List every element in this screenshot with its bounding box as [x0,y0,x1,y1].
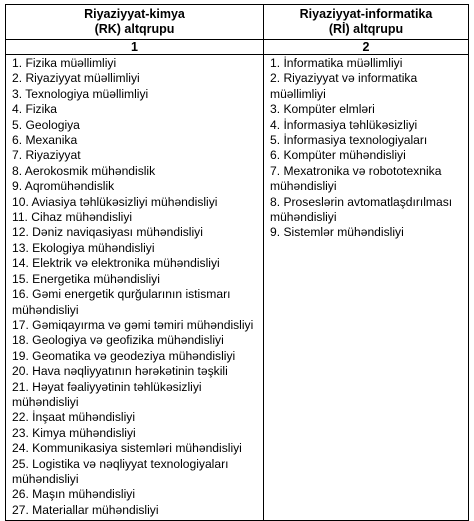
rk-specialty-item: 27. Materiallar mühəndisliyi [12,502,159,517]
rk-specialty-item: 5. Geologiya [12,117,80,132]
ri-specialty-item: 6. Kompüter mühəndisliyi [270,148,406,163]
rk-specialty-item: 2. Riyaziyyat müəllimliyi [12,71,140,86]
rk-specialty-item: 10. Aviasiya təhlükəsizliyi mühəndisliyi [12,194,218,209]
ri-column-number: 2 [264,40,469,55]
rk-specialty-item: 1. Fizika müəllimliyi [12,56,117,70]
ri-header-code: (Rİ) altqrupu [328,22,404,36]
rk-specialty-item: 19. Geomatika və geodeziya mühəndisliyi [12,348,236,363]
list-row [6,55,469,521]
header-row [6,5,469,40]
rk-specialty-item: 17. Gəmiqayırma və gəmi təmiri mühəndisliyi [12,317,254,332]
rk-specialty-item: 8. Aerokosmik mühəndislik [12,163,156,178]
ri-specialty-item: 7. Mexatronika və robototexnika mühəndisliyi [270,163,442,194]
rk-specialty-item: 12. Dəniz naviqasiyası mühəndisliyi [12,225,203,240]
ri-header-title: Riyaziyyat-informatika [299,7,433,21]
rk-header-title: Riyaziyyat-kimya [84,7,185,21]
ri-specialty-item: 9. Sistemlər mühəndisliyi [270,225,404,240]
rk-specialty-item: 15. Energetika mühəndisliyi [12,271,160,286]
rk-specialty-item: 16. Gəmi energetik qurğularının istismarı mühəndisliyi [12,287,231,317]
rk-column-number: 1 [6,40,264,55]
rk-specialty-item: 22. İnşaat mühəndisliyi [12,410,136,425]
rk-header-code: (RK) altqrupu [94,22,175,36]
rk-specialty-item: 14. Elektrik və elektronika mühəndisliyi [12,256,220,271]
rk-specialty-item: 11. Cihaz mühəndisliyi [12,210,133,225]
rk-specialty-item: 21. Həyat fəaliyyətinin təhlükəsizliyi mühəndisliyi [12,379,202,409]
rk-specialty-item: 20. Hava nəqliyyatının hərəkətinin təşkili [12,364,228,379]
rk-specialty-item: 6. Mexanika [12,133,78,148]
ri-specialty-item: 2. Riyaziyyat və informatika müəllimliyi [270,71,418,101]
rk-specialty-item: 18. Geologiya və geofizika mühəndisliyi [12,333,224,348]
specialty-table [5,4,469,521]
ri-specialty-item: 3. Kompüter elmləri [270,102,375,117]
rk-list-cell [6,55,264,521]
ri-specialty-item: 5. İnformasiya texnologiyaları [270,133,428,148]
rk-specialty-item: 13. Ekologiya mühəndisliyi [12,240,155,255]
rk-specialty-item: 9. Aqromühəndislik [12,179,115,194]
rk-specialty-item: 23. Kimya mühəndisliyi [12,425,136,440]
rk-specialty-item: 25. Logistika və nəqliyyat texnologiyaları mühəndisliyi [12,456,229,486]
ri-subgroup-header [264,5,469,40]
ri-specialty-list [270,56,464,241]
number-row [6,40,469,55]
rk-subgroup-header [6,5,264,40]
ri-specialty-item: 8. Proseslərin avtomatlaşdırılması mühəndisliyi [270,194,453,225]
ri-list-cell [264,55,469,521]
rk-specialty-item: 4. Fizika [12,102,58,117]
rk-specialty-item: 3. Texnologiya müəllimliyi [12,86,149,101]
ri-specialty-item: 1. İnformatika müəllimliyi [270,56,403,70]
rk-specialty-item: 24. Kommunikasiya sistemləri mühəndisliyi [12,441,242,456]
rk-specialty-item: 26. Maşın mühəndisliyi [12,487,136,502]
ri-specialty-item: 4. İnformasiya təhlükəsizliyi [270,117,418,132]
rk-specialty-item: 7. Riyaziyyat [12,148,81,163]
rk-specialty-list [12,56,259,518]
